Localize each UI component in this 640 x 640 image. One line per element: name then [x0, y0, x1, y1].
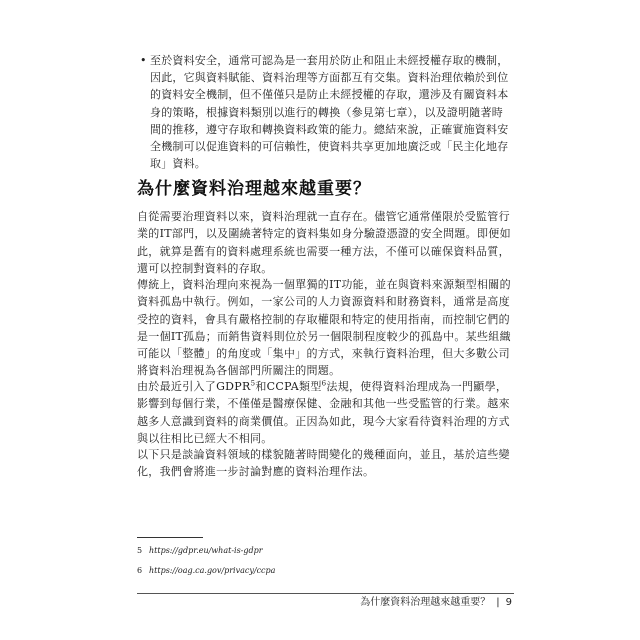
footnote-number: 5 — [137, 546, 143, 555]
footnote-6 — [137, 565, 275, 577]
paragraph-3-part-2: 和CCPA類型 — [255, 380, 322, 393]
section-heading: 為什麼資料治理越來越重要？ — [137, 179, 371, 199]
footer-separator: | — [496, 597, 500, 608]
paragraph-3-part-1: 由於最近引入了GDPR — [137, 380, 251, 393]
footnote-link[interactable]: https://oag.ca.gov/privacy/ccpa — [149, 566, 276, 575]
paragraph-1: 自從需要治理資料以來，資料治理就一直存在。儘管它通常僅限於受監管行業的IT部門，以及圍繞著特定的資料集如身分驗證憑證的安全問題。即便如此，就算是舊有的資料處理系統也需要一種方法，不僅可以確保資料品質，還可以控制對資料的存取。 — [137, 210, 511, 275]
paragraph-4: 以下只是談論資料領域的樣貌隨著時間變化的幾種面向，並且，基於這些變化，我們會將進一步討論對應的資料治理作法。 — [137, 448, 510, 479]
footnote-link[interactable]: https://gdpr.eu/what-is-gdpr — [149, 546, 263, 555]
page-footer — [360, 596, 512, 610]
bullet-marker: • — [140, 54, 147, 67]
paragraph-2: 傳統上，資料治理向來視為一個單獨的IT功能，並在與資料來源類型相關的資料孤島中執行。例如，一家公司的人力資源資料和財務資料，通常是高度受控的資料，會具有嚴格控制的存取權限和特定的使用指南，而控制它們的是一個IT孤島；而銷售資料則位於另一個限制程度較少的孤島中。某些組織可能以「整體」的角度或「集中」的方式，來執行資料治理，但大多數公司將資料治理視為各個部門所關注的問題。 — [137, 278, 511, 378]
paragraph-3 — [137, 378, 513, 447]
footnote-ref-6[interactable]: 6 — [321, 379, 327, 388]
footnote-5 — [137, 545, 263, 557]
page-number: 9 — [505, 597, 512, 608]
footnote-ref-5[interactable]: 5 — [250, 379, 256, 388]
running-title: 為什麼資料治理越來越重要？ — [360, 597, 491, 608]
footnote-number: 6 — [137, 566, 143, 575]
footer-divider — [137, 593, 514, 594]
bullet-paragraph: 至於資料安全，通常可認為是一套用於防止和阻止未經授權存取的機制，因此，它與資料賦能、資料治理等方面都互有交集。資料治理依賴於到位的資料安全機制，但不僅僅只是防止未經授權的存取，還涉及有關資料本身的策略，根據資料類別以進行的轉換（參見第七章），以及證明隨著時間的推移，遵守存取和轉換資料政策的能力。總結來說，正確實施資料安全機制可以促進資料的可信賴性，使資料共享更加地廣泛或「民主化地存取」資料。 — [150, 54, 509, 171]
paragraph-3-part-3: 法規，使得資料治理成為一門顯學，影響到每個行業，不僅僅是醫療保健、金融和其他一些受監管的行業。越來越多人意識到資料的商業價值。正因為如此，現今大家看待資料治理的方式與以往相比已經大不相同。 — [137, 380, 510, 445]
footnote-divider — [137, 537, 203, 538]
